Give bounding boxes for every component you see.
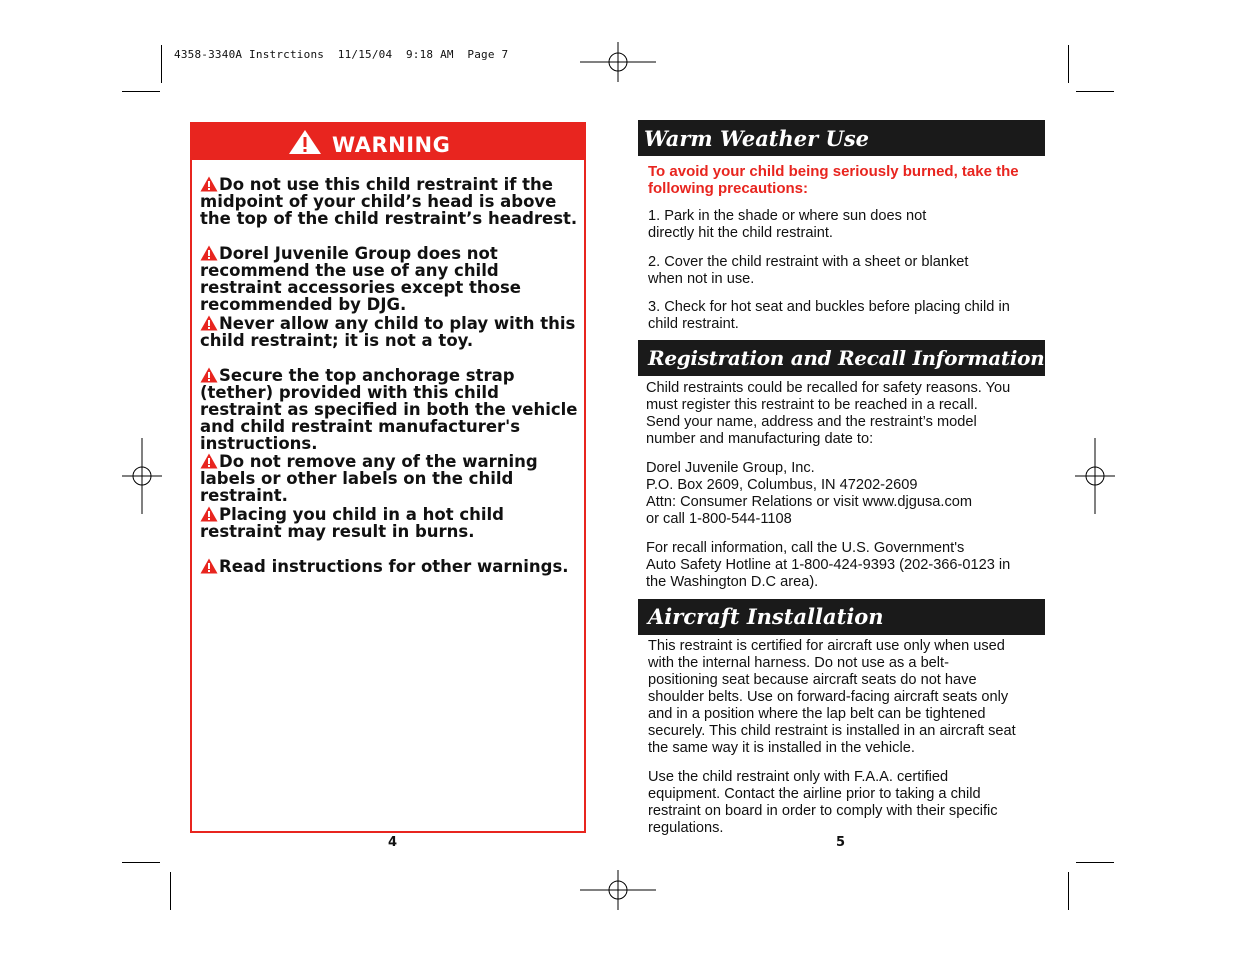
alert-triangle-icon: [200, 315, 218, 331]
warm-weather-step: 3. Check for hot seat and buckles before placing child in child restraint.: [648, 299, 1010, 332]
alert-triangle-icon: [200, 453, 218, 469]
warning-panel: [190, 122, 586, 833]
warning-item-text: Read instructions for other warnings.: [219, 557, 569, 576]
aircraft-paragraph: This restraint is certified for aircraft use only when used with the internal harness. Do not use as a belt- positioning seat because aircraft seats do not have shoulder belts. Use on forward-facing aircraft seats only and in a position where the lap belt can be tightened securely. This child restraint is installed in an aircraft seat the same way it is installed in the vehicle.: [648, 638, 1016, 756]
warning-triangle-icon: [288, 129, 322, 155]
warning-item-text: Do not use this child restraint if the midpoint of your child’s head is above the top of the child restraint’s headrest.: [200, 175, 578, 228]
warning-item: [200, 176, 582, 227]
warning-item: [200, 367, 582, 452]
section-header-warm-weather: [638, 120, 1045, 156]
warm-weather-step: 1. Park in the shade or where sun does not directly hit the child restraint.: [648, 208, 927, 241]
section-header-registration: [638, 340, 1045, 376]
warning-item-text: Placing you child in a hot child restraint may result in burns.: [200, 505, 504, 541]
registration-mark-left: [122, 438, 162, 514]
registration-address: Dorel Juvenile Group, Inc. P.O. Box 2609, Columbus, IN 47202-2609 Attn: Consumer Relations or visit www.djgusa.com or call 1-800-544-1108: [646, 460, 973, 527]
page-number-right: 5: [836, 835, 846, 850]
registration-mark-top: [580, 42, 656, 82]
warning-item: [200, 453, 582, 504]
warning-item-text: Never allow any child to play with this child restraint; it is not a toy.: [200, 314, 576, 350]
page-number-left: 4: [388, 835, 398, 850]
alert-triangle-icon: [200, 367, 218, 383]
alert-triangle-icon: [200, 558, 218, 574]
alert-triangle-icon: [200, 245, 218, 261]
section-title: Warm Weather Use: [644, 126, 870, 151]
warm-weather-step: 2. Cover the child restraint with a sheet or blanket when not in use.: [648, 254, 969, 287]
registration-mark-bottom: [580, 870, 656, 910]
warning-header: [192, 124, 584, 160]
aircraft-paragraph: Use the child restraint only with F.A.A. certified equipment. Contact the airline prior to taking a child restraint on board in order to comply with their specific regulations.: [648, 769, 998, 836]
section-title: Aircraft Installation: [648, 604, 884, 629]
warning-title: WARNING: [332, 133, 451, 157]
section-header-aircraft: [638, 599, 1045, 635]
warning-item: [200, 506, 582, 540]
warning-item-text: Do not remove any of the warning labels or other labels on the child restraint.: [200, 452, 538, 505]
print-slug: 4358-3340A Instrctions 11/15/04 9:18 AM Page 7: [174, 48, 509, 61]
section-title: Registration and Recall Information: [648, 346, 1045, 370]
alert-triangle-icon: [200, 506, 218, 522]
alert-triangle-icon: [200, 176, 218, 192]
warm-weather-lead: To avoid your child being seriously burned, take the following precautions:: [648, 163, 1019, 197]
warning-item: [200, 558, 582, 575]
registration-paragraph: Child restraints could be recalled for safety reasons. You must register this restraint to be reached in a recall. Send your name, address and the restraint’s model number and manufacturing date to:: [646, 380, 1011, 447]
registration-recall-info: For recall information, call the U.S. Government's Auto Safety Hotline at 1-800-424-9393 (202-366-0123 in the Washington D.C area).: [646, 540, 1011, 590]
registration-mark-right: [1075, 438, 1115, 514]
warning-item: [200, 245, 582, 313]
warning-item-text: Dorel Juvenile Group does not recommend the use of any child restraint accessories except those recommended by DJG.: [200, 244, 521, 314]
warning-item: [200, 315, 582, 349]
warning-item-text: Secure the top anchorage strap (tether) provided with this child restraint as specified in both the vehicle and child restraint manufacturer's instructions.: [200, 366, 578, 453]
